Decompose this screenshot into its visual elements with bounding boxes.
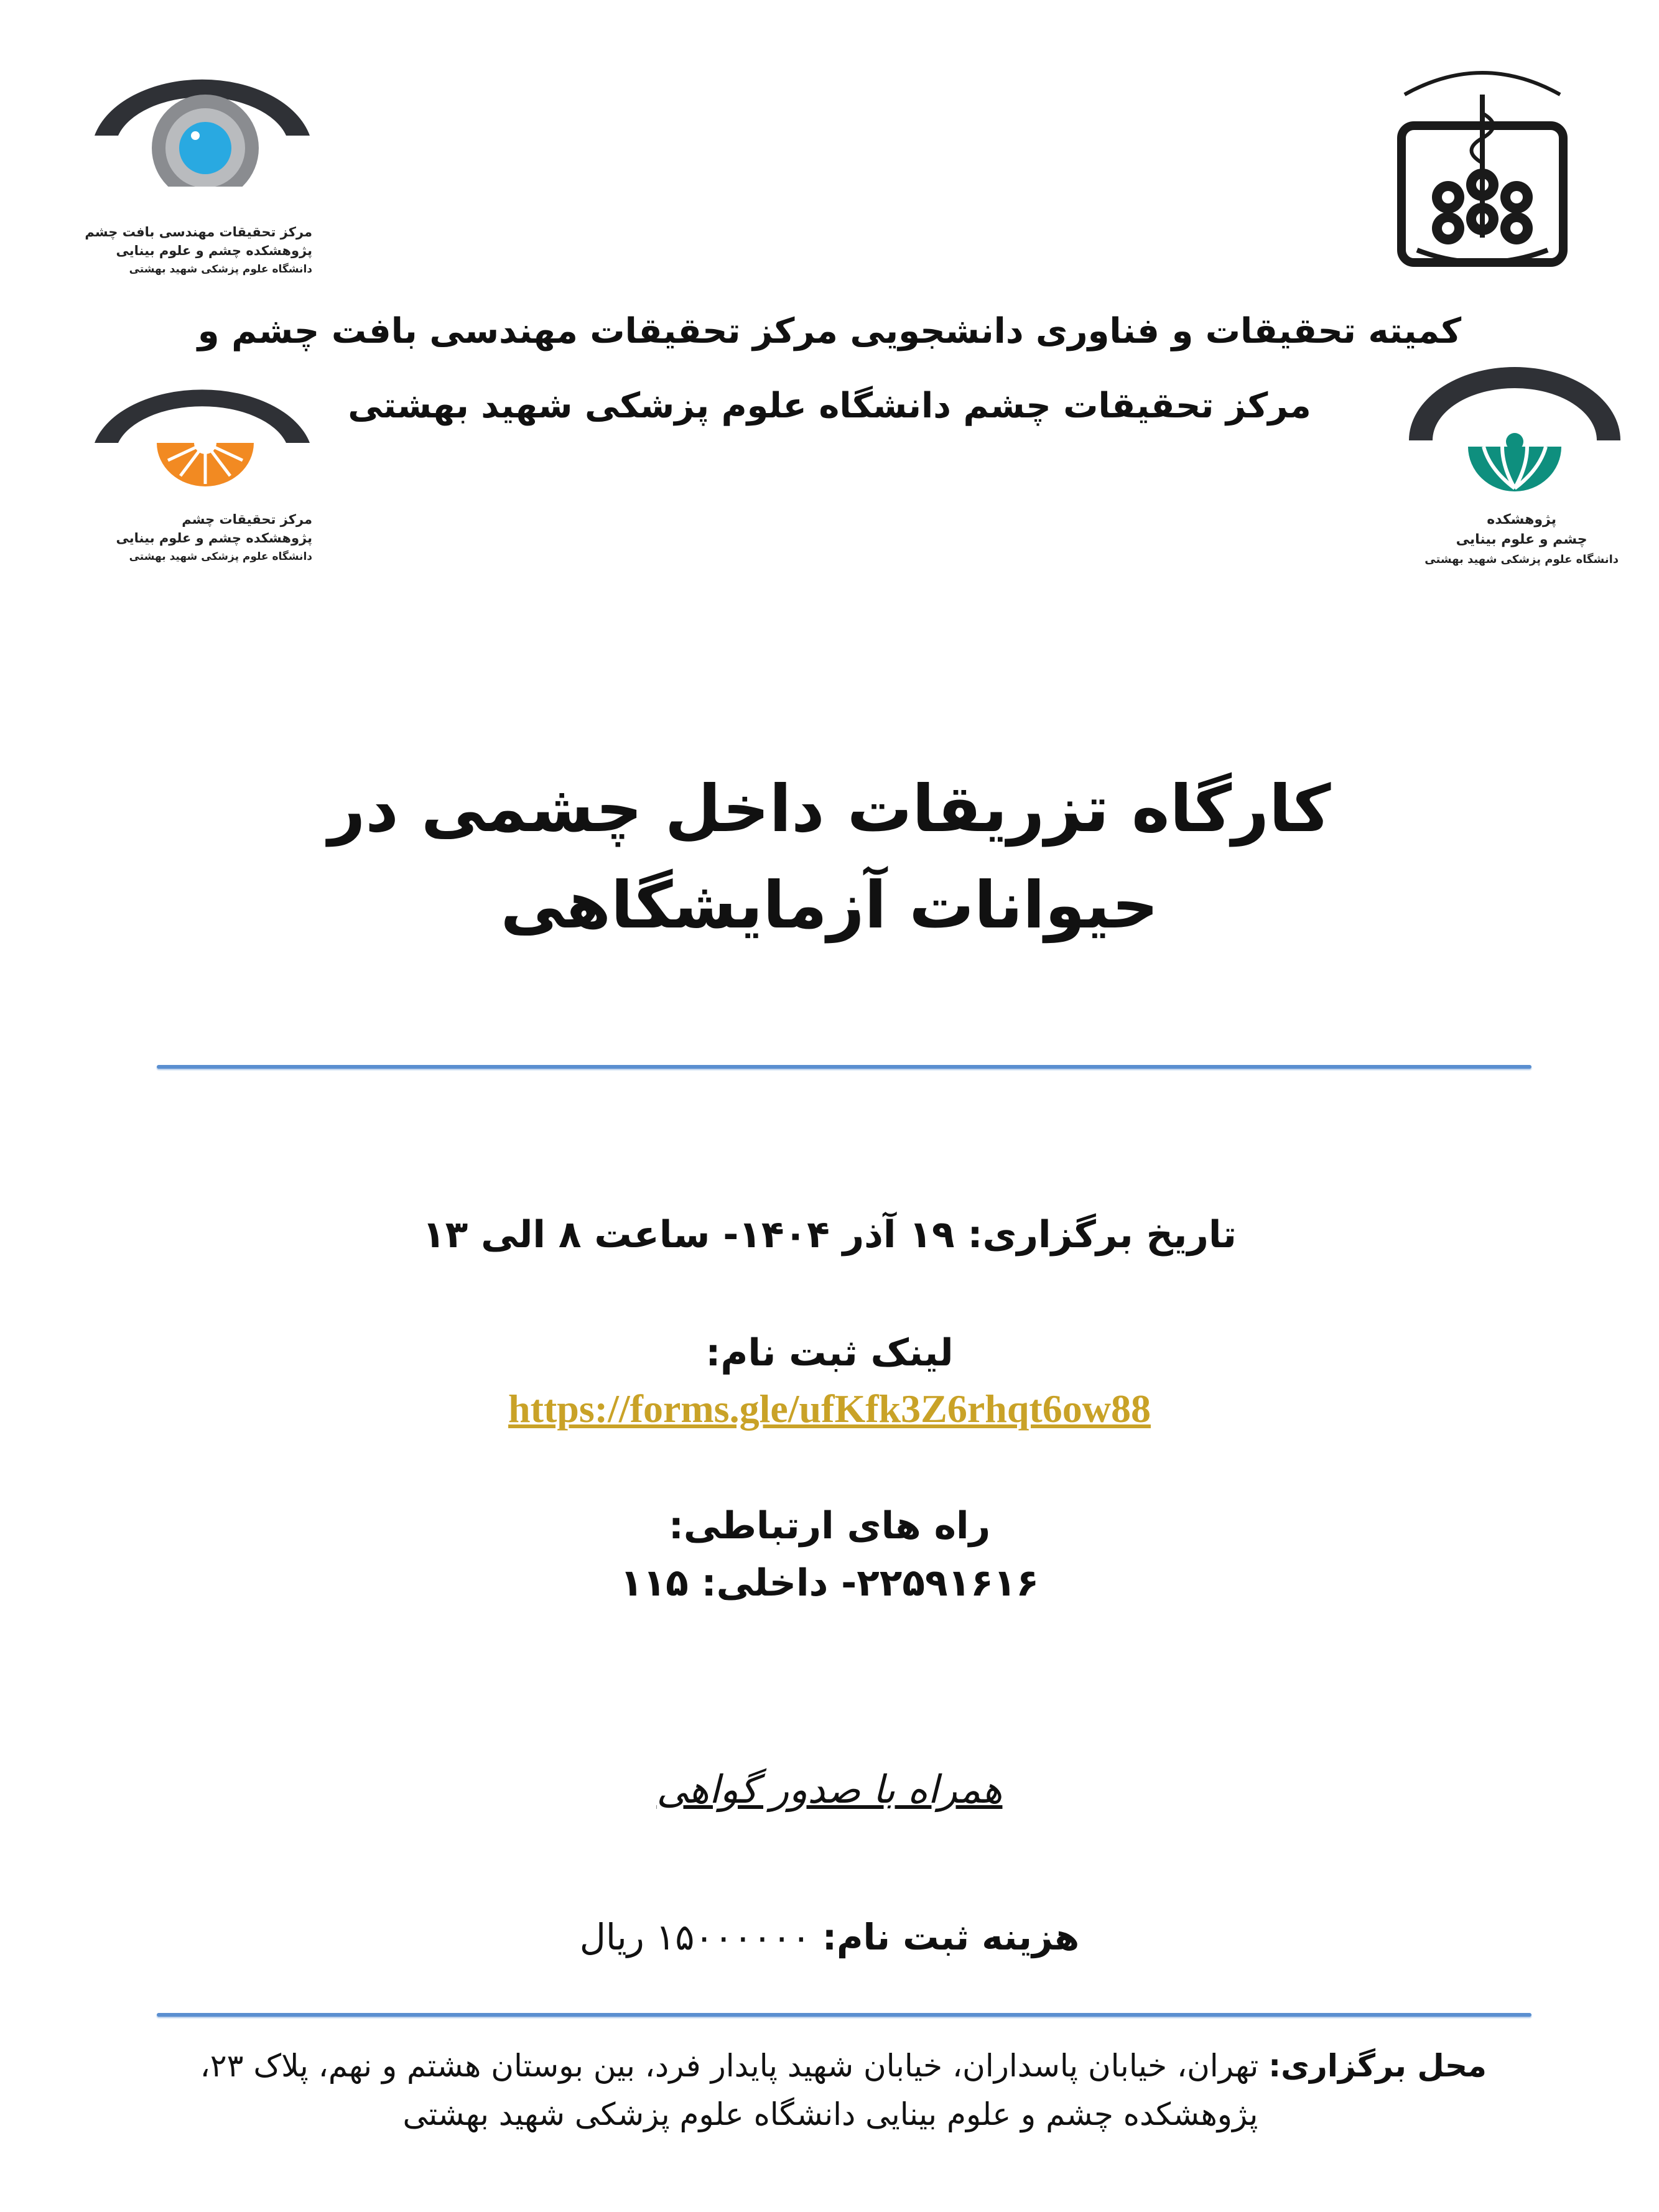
venue-line-2: پژوهشکده چشم و علوم بینایی دانشگاه علوم پزشکی شهید بهشتی — [402, 2096, 1258, 2132]
leaf-eye-logo-icon — [1403, 367, 1627, 498]
logo-caption-line: پژوهشکده — [1487, 512, 1557, 527]
eye-research-center-caption — [116, 510, 312, 566]
workshop-title-line-1: کارگاه تزریقات داخل چشمی در — [328, 771, 1331, 847]
tissue-engineering-center-logo — [87, 62, 323, 187]
sun-eye-logo-icon — [87, 373, 323, 491]
registration-link[interactable]: https://forms.gle/ufKfk3Z6rhqt6ow88 — [508, 1387, 1151, 1431]
event-date — [0, 1213, 1659, 1257]
logo-caption-line: پژوهشکده چشم و علوم بینایی — [116, 531, 312, 546]
logo-caption-line: پژوهشکده چشم و علوم بینایی — [116, 243, 312, 258]
workshop-title-line-2: حیوانات آزمایشگاهی — [500, 867, 1159, 943]
venue-label: محل برگزاری: — [1268, 2048, 1487, 2084]
fee-label: هزینه ثبت نام: — [822, 1916, 1080, 1958]
event-date-label: تاریخ برگزاری: — [967, 1213, 1237, 1257]
logo-caption-line: دانشگاه علوم پزشکی شهید بهشتی — [1424, 553, 1619, 566]
divider-bottom — [157, 2013, 1531, 2017]
contact-label: راه های ارتباطی: — [668, 1504, 991, 1548]
university-seal-icon — [1380, 57, 1585, 275]
tissue-engineering-center-caption — [85, 223, 312, 279]
eye-research-center-logo — [87, 373, 323, 491]
ophthalmic-research-institute-caption — [1424, 510, 1619, 570]
logo-caption-line: مرکز تحقیقات مهندسی بافت چشم — [85, 225, 312, 239]
student-research-committee-logo — [1380, 57, 1585, 275]
logo-caption-line: دانشگاه علوم پزشکی شهید بهشتی — [129, 263, 312, 276]
venue-line-1-text: تهران، خیابان پاسداران، خیابان شهید پایدار فرد، بین بوستان هشتم و نهم، پلاک ۲۳، — [200, 2048, 1259, 2084]
organizer-line-2: مرکز تحقیقات چشم دانشگاه علوم پزشکی شهید بهشتی — [348, 386, 1311, 426]
contact-value: ۲۲۵۹۱۶۱۶- داخلی: ۱۱۵ — [620, 1561, 1039, 1605]
divider-top — [157, 1065, 1531, 1069]
logo-caption-line: مرکز تحقیقات چشم — [182, 512, 312, 527]
ophthalmic-research-institute-logo — [1403, 367, 1627, 498]
registration-label: لینک ثبت نام: — [705, 1331, 954, 1375]
fee-value: ۱۵۰۰۰۰۰۰ ریال — [579, 1916, 811, 1958]
venue-address — [174, 2042, 1487, 2139]
registration-fee — [0, 1916, 1659, 1958]
logo-caption-line: دانشگاه علوم پزشکی شهید بهشتی — [129, 551, 312, 563]
logo-caption-line: چشم و علوم بینایی — [1456, 532, 1587, 547]
eye-logo-icon — [87, 62, 323, 187]
organizer-line-1: کمیته تحقیقات و فناوری دانشجویی مرکز تحقیقات مهندسی بافت چشم و — [197, 311, 1462, 351]
venue-line-1 — [174, 2042, 1487, 2090]
event-date-value: ۱۹ آذر ۱۴۰۴- ساعت ۸ الی ۱۳ — [422, 1213, 955, 1257]
certificate-note: همراه با صدور گواهی — [656, 1767, 1003, 1812]
